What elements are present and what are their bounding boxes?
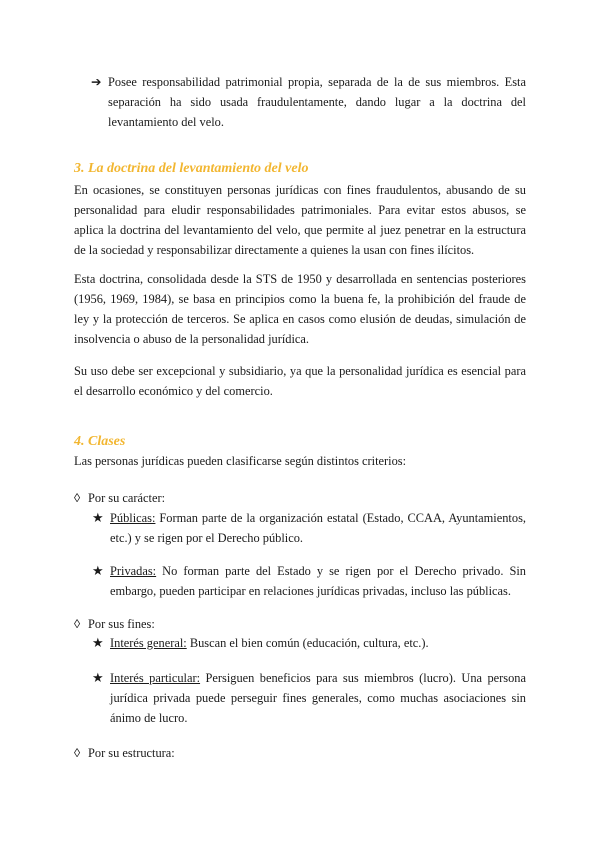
star-icon: ★	[92, 563, 104, 578]
diamond-icon: ◊	[74, 617, 81, 631]
diamond-icon: ◊	[74, 746, 81, 760]
list-item-publicas	[92, 508, 526, 548]
list-item-term: Interés general:	[110, 636, 187, 650]
star-icon: ★	[92, 510, 104, 525]
list-item-description: No forman parte del Estado y se rigen por el Derecho privado. Sin embargo, pueden participar en relaciones jurídicas privadas, incluso las públicas.	[110, 564, 526, 598]
group-title-text: Por su estructura:	[88, 746, 175, 760]
section-3-paragraph-3: Su uso debe ser excepcional y subsidiario, ya que la personalidad jurídica es esencial para el desarrollo económico y del comercio.	[74, 364, 526, 398]
list-item-term: Públicas:	[110, 511, 156, 525]
list-item-description: Forman parte de la organización estatal (Estado, CCAA, Ayuntamientos, etc.) y se rigen por el Derecho público.	[110, 511, 526, 545]
diamond-icon: ◊	[74, 491, 81, 505]
list-item-term: Interés particular:	[110, 671, 201, 685]
group-title-estructura	[74, 743, 175, 763]
list-item-text	[110, 561, 526, 601]
list-item-text	[110, 668, 526, 728]
list-item-term: Privadas:	[110, 564, 157, 578]
list-item-interes-general	[92, 633, 526, 653]
group-title-caracter	[74, 488, 165, 508]
list-item-interes-particular	[92, 668, 526, 728]
intro-bullet-text: Posee responsabilidad patrimonial propia, separada de la de sus miembros. Esta separación ha sido usada fraudulentamente, dando lugar a la doctrina del levantamiento del velo.	[108, 75, 526, 129]
section-3-paragraph-1: En ocasiones, se constituyen personas jurídicas con fines fraudulentos, abusando de su personalidad para eludir responsabilidades patrimoniales. Para evitar estos abusos, se aplica la doctrina del levantamiento del velo, que permite al juez penetrar en la estructura de la sociedad y responsabilizar directamente a quienes la usan con fines ilícitos.	[74, 183, 526, 257]
list-item-privadas	[92, 561, 526, 601]
list-item-description: Persiguen beneficios para sus miembros (lucro). Una persona jurídica privada puede perseguir fines generales, como muchas asociaciones sin ánimo de lucro.	[110, 671, 526, 725]
list-item-text	[110, 633, 526, 653]
section-4-intro: Las personas jurídicas pueden clasificarse según distintos criterios:	[74, 454, 407, 468]
section-4-heading: 4. Clases	[74, 434, 126, 449]
group-title-text: Por su carácter:	[88, 491, 166, 505]
intro-bullet	[91, 72, 526, 132]
star-icon: ★	[92, 635, 104, 650]
group-title-text: Por sus fines:	[88, 617, 155, 631]
section-3-paragraph-2: Esta doctrina, consolidada desde la STS de 1950 y desarrollada en sentencias posteriores (1956, 1969, 1984), se basa en principios como la buena fe, la prohibición del fraude de ley y la protección de terceros. Se aplica en casos como elusión de deudas, simulación de insolvencia o abuso de la personalidad jurídica.	[74, 272, 526, 346]
group-title-fines	[74, 614, 155, 634]
star-icon: ★	[92, 670, 104, 685]
section-3-heading: 3. La doctrina del levantamiento del velo	[74, 161, 309, 176]
arrow-icon: ➔	[91, 75, 102, 89]
list-item-description: Buscan el bien común (educación, cultura, etc.).	[186, 636, 429, 650]
list-item-text	[110, 508, 526, 548]
